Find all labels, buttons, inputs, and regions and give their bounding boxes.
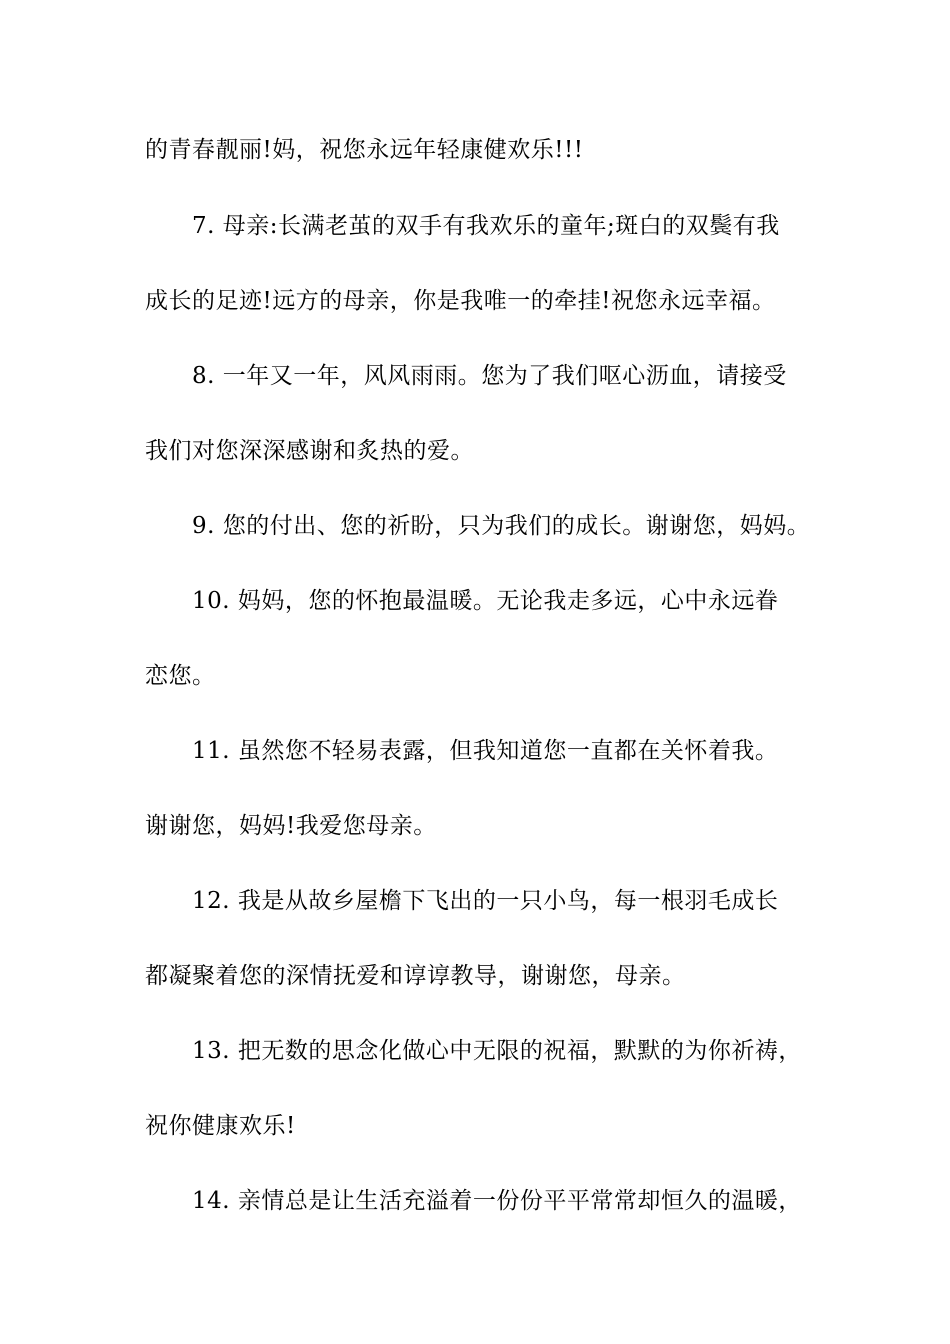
- text-line-7: 10. 妈妈，您的怀抱最温暖。无论我走多远，心中永远眷: [192, 588, 779, 614]
- text-line-8: 恋您。: [145, 663, 216, 689]
- text-line-10: 谢谢您，妈妈!我爱您母亲。: [145, 813, 437, 839]
- text-line-4: 8. 一年又一年，风风雨雨。您为了我们呕心沥血，请接受: [192, 363, 787, 389]
- text-line-13: 13. 把无数的思念化做心中无限的祝福，默默的为你祈祷，: [192, 1038, 802, 1064]
- text-line-15: 14. 亲情总是让生活充溢着一份份平平常常却恒久的温暖，: [192, 1188, 802, 1214]
- text-line-5: 我们对您深深感谢和炙热的爱。: [145, 438, 474, 464]
- text-line-6: 9. 您的付出、您的祈盼，只为我们的成长。谢谢您，妈妈。: [192, 513, 811, 539]
- text-line-14: 祝你健康欢乐!: [145, 1113, 296, 1139]
- text-line-11: 12. 我是从故乡屋檐下飞出的一只小鸟，每一根羽毛成长: [192, 888, 779, 914]
- text-line-2: 7. 母亲:长满老茧的双手有我欢乐的童年;斑白的双鬓有我: [192, 213, 780, 239]
- text-line-9: 11. 虽然您不轻易表露，但我知道您一直都在关怀着我。: [192, 738, 779, 764]
- text-line-12: 都凝聚着您的深情抚爱和谆谆教导，谢谢您，母亲。: [145, 963, 686, 989]
- text-line-3: 成长的足迹!远方的母亲，你是我唯一的牵挂!祝您永远幸福。: [145, 288, 776, 314]
- text-line-1: 的青春靓丽!妈，祝您永远年轻康健欢乐!!!: [145, 137, 584, 163]
